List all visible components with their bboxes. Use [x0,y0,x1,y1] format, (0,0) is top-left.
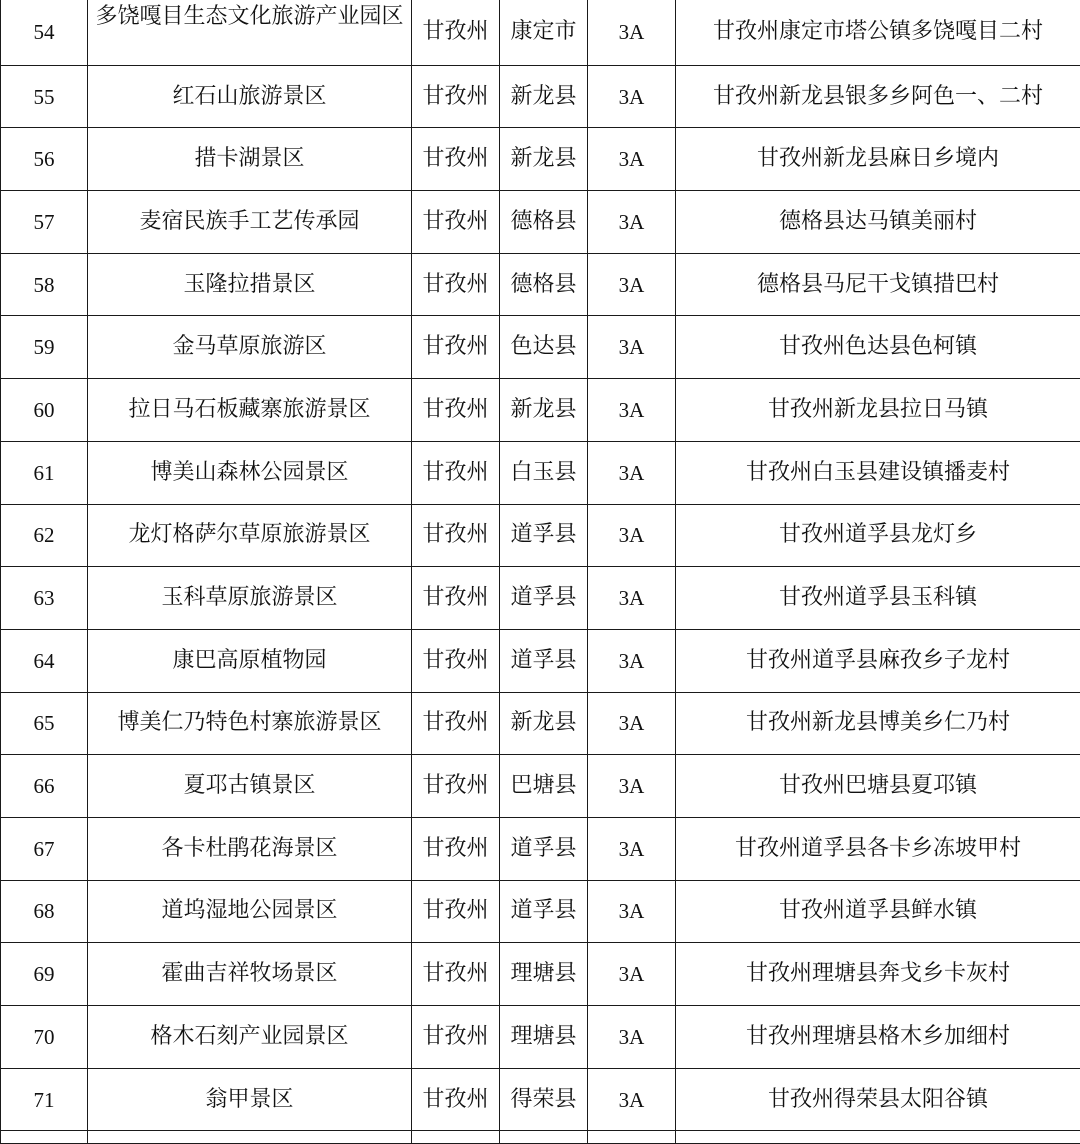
scenic-area-name: 夏邛古镇景区 [88,755,412,818]
scenic-area-name: 玉科草原旅游景区 [88,567,412,630]
table-row [1,504,1080,567]
row-number: 54 [1,0,88,65]
county: 道孚县 [500,817,588,880]
county: 道孚县 [500,629,588,692]
county: 巴塘县 [500,755,588,818]
grade-level: 3A [588,629,676,692]
table-row [1,567,1080,630]
address: 甘孜州道孚县各卡乡冻坡甲村 [676,817,1080,880]
grade-level: 3A [588,1068,676,1131]
table-row [1,0,1080,65]
scenic-area-name: 麦宿民族手工艺传承园 [88,191,412,254]
scenic-area-name: 金马草原旅游区 [88,316,412,379]
address: 甘孜州白玉县建设镇播麦村 [676,441,1080,504]
scenic-area-name: 格木石刻产业园景区 [88,1006,412,1069]
prefecture: 甘孜州 [412,316,500,379]
row-number: 56 [1,128,88,191]
table-row [1,817,1080,880]
county: 新龙县 [500,128,588,191]
prefecture: 甘孜州 [412,191,500,254]
table-row [1,943,1080,1006]
county: 得荣县 [500,1068,588,1131]
row-number: 59 [1,316,88,379]
empty-cell [1,1131,88,1144]
row-number: 64 [1,629,88,692]
address: 甘孜州新龙县银多乡阿色一、二村 [676,65,1080,128]
scenic-area-name: 翁甲景区 [88,1068,412,1131]
row-number: 55 [1,65,88,128]
row-number: 57 [1,191,88,254]
table-row-cut-off [1,1131,1080,1144]
table-row [1,692,1080,755]
row-number: 67 [1,817,88,880]
row-number: 61 [1,441,88,504]
address: 甘孜州道孚县龙灯乡 [676,504,1080,567]
prefecture: 甘孜州 [412,1068,500,1131]
empty-cell [676,1131,1080,1144]
scenic-area-name: 拉日马石板藏寨旅游景区 [88,379,412,442]
empty-cell [588,1131,676,1144]
grade-level: 3A [588,504,676,567]
prefecture: 甘孜州 [412,880,500,943]
prefecture: 甘孜州 [412,943,500,1006]
row-number: 71 [1,1068,88,1131]
table-row [1,191,1080,254]
county: 新龙县 [500,65,588,128]
address: 甘孜州理塘县格木乡加细村 [676,1006,1080,1069]
prefecture: 甘孜州 [412,441,500,504]
address: 甘孜州道孚县鲜水镇 [676,880,1080,943]
prefecture: 甘孜州 [412,567,500,630]
grade-level: 3A [588,692,676,755]
table-row [1,316,1080,379]
grade-level: 3A [588,0,676,65]
county: 新龙县 [500,379,588,442]
grade-level: 3A [588,943,676,1006]
table-row [1,629,1080,692]
table-row [1,128,1080,191]
row-number: 62 [1,504,88,567]
prefecture: 甘孜州 [412,692,500,755]
address: 甘孜州巴塘县夏邛镇 [676,755,1080,818]
county: 道孚县 [500,567,588,630]
grade-level: 3A [588,441,676,504]
table-row [1,1006,1080,1069]
grade-level: 3A [588,567,676,630]
row-number: 70 [1,1006,88,1069]
empty-cell [500,1131,588,1144]
address: 甘孜州新龙县博美乡仁乃村 [676,692,1080,755]
address: 甘孜州新龙县麻日乡境内 [676,128,1080,191]
prefecture: 甘孜州 [412,0,500,65]
grade-level: 3A [588,1006,676,1069]
prefecture: 甘孜州 [412,65,500,128]
prefecture: 甘孜州 [412,379,500,442]
county: 白玉县 [500,441,588,504]
prefecture: 甘孜州 [412,128,500,191]
table-row [1,755,1080,818]
grade-level: 3A [588,253,676,316]
prefecture: 甘孜州 [412,629,500,692]
table-row [1,379,1080,442]
county: 康定市 [500,0,588,65]
row-number: 68 [1,880,88,943]
county: 道孚县 [500,880,588,943]
table-row [1,65,1080,128]
row-number: 58 [1,253,88,316]
empty-cell [88,1131,412,1144]
address: 甘孜州新龙县拉日马镇 [676,379,1080,442]
county: 新龙县 [500,692,588,755]
scenic-area-name: 措卡湖景区 [88,128,412,191]
scenic-area-name: 龙灯格萨尔草原旅游景区 [88,504,412,567]
county: 理塘县 [500,943,588,1006]
row-number: 65 [1,692,88,755]
county: 德格县 [500,253,588,316]
scenic-area-name: 康巴高原植物园 [88,629,412,692]
grade-level: 3A [588,379,676,442]
table-row [1,441,1080,504]
grade-level: 3A [588,65,676,128]
prefecture: 甘孜州 [412,755,500,818]
address: 甘孜州色达县色柯镇 [676,316,1080,379]
address: 德格县马尼干戈镇措巴村 [676,253,1080,316]
scenic-area-name: 红石山旅游景区 [88,65,412,128]
grade-level: 3A [588,191,676,254]
table-row [1,253,1080,316]
grade-level: 3A [588,755,676,818]
address: 甘孜州康定市塔公镇多饶嘎目二村 [676,0,1080,65]
address: 甘孜州得荣县太阳谷镇 [676,1068,1080,1131]
prefecture: 甘孜州 [412,504,500,567]
grade-level: 3A [588,817,676,880]
grade-level: 3A [588,128,676,191]
prefecture: 甘孜州 [412,1006,500,1069]
address: 甘孜州道孚县玉科镇 [676,567,1080,630]
table-row [1,880,1080,943]
scenic-area-name: 霍曲吉祥牧场景区 [88,943,412,1006]
county: 德格县 [500,191,588,254]
county: 道孚县 [500,504,588,567]
table-body [1,0,1080,1144]
address: 甘孜州理塘县奔戈乡卡灰村 [676,943,1080,1006]
table-row [1,1068,1080,1131]
scenic-area-name: 道坞湿地公园景区 [88,880,412,943]
prefecture: 甘孜州 [412,253,500,316]
scenic-area-name: 多饶嘎目生态文化旅游产业园区 [88,0,412,65]
empty-cell [412,1131,500,1144]
scenic-area-name: 玉隆拉措景区 [88,253,412,316]
row-number: 60 [1,379,88,442]
grade-level: 3A [588,316,676,379]
row-number: 66 [1,755,88,818]
grade-level: 3A [588,880,676,943]
address: 甘孜州道孚县麻孜乡子龙村 [676,629,1080,692]
scenic-area-name: 各卡杜鹃花海景区 [88,817,412,880]
row-number: 69 [1,943,88,1006]
prefecture: 甘孜州 [412,817,500,880]
row-number: 63 [1,567,88,630]
county: 色达县 [500,316,588,379]
scenic-area-name: 博美仁乃特色村寨旅游景区 [88,692,412,755]
county: 理塘县 [500,1006,588,1069]
scenic-area-name: 博美山森林公园景区 [88,441,412,504]
address: 德格县达马镇美丽村 [676,191,1080,254]
